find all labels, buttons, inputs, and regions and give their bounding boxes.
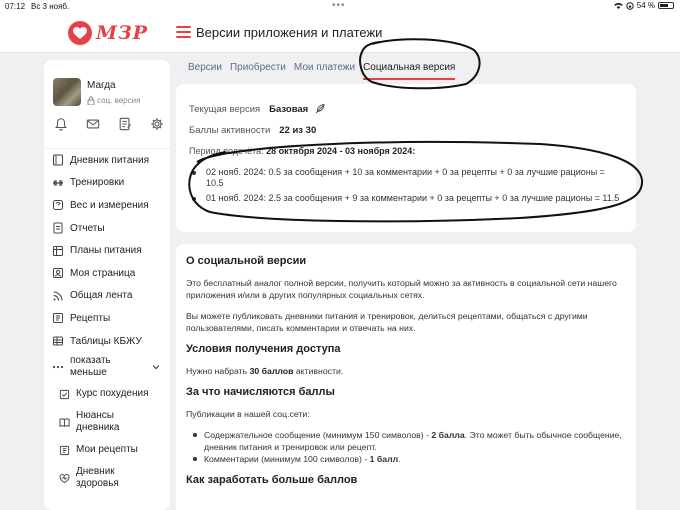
bell-icon[interactable] bbox=[54, 117, 68, 131]
page-title: Версии приложения и платежи bbox=[196, 25, 383, 40]
sidebar-item-reports[interactable] bbox=[44, 217, 170, 240]
status-bar bbox=[0, 0, 680, 13]
points-title: За что начисляются баллы bbox=[186, 386, 335, 398]
feather-icon[interactable] bbox=[314, 103, 326, 115]
history-item: 01 нояб. 2024: 2.5 за сообщения + 9 за комментарии + 0 за рецепты + 0 за лучшие рационы = 11.5 bbox=[192, 193, 622, 204]
app-header bbox=[0, 13, 680, 53]
current-version-label: Текущая версия bbox=[189, 103, 261, 115]
recipes-icon bbox=[52, 312, 64, 324]
period-line bbox=[189, 146, 415, 156]
current-version-value: Базовая bbox=[269, 103, 309, 115]
history-item: 02 нояб. 2024: 0.5 за сообщения + 10 за комментарии + 0 за рецепты + 0 за лучшие рационы = 10.5 bbox=[192, 167, 622, 189]
tab-my-payments[interactable]: Мои платежи bbox=[293, 62, 356, 73]
sidebar-item-nutrition-tables[interactable] bbox=[44, 330, 170, 353]
scale-icon bbox=[52, 199, 64, 211]
sidebar-item-health-diary[interactable] bbox=[44, 462, 170, 494]
status-date: Вс 3 нояб. bbox=[31, 2, 70, 11]
sidebar-item-label: Общая лента bbox=[70, 290, 133, 302]
points-rule-item: Комментарии (минимум 100 символов) - 1 балл. bbox=[186, 453, 626, 465]
tabs bbox=[188, 62, 455, 80]
sidebar-item-label: Таблицы КБЖУ bbox=[70, 335, 142, 347]
my-page-icon bbox=[52, 267, 64, 279]
food-diary-icon bbox=[52, 154, 64, 166]
sidebar-item-feed[interactable] bbox=[44, 285, 170, 308]
sidebar bbox=[44, 60, 170, 510]
sidebar-item-label: Вес и измерения bbox=[70, 199, 149, 211]
tab-purchase[interactable]: Приобрести bbox=[229, 62, 286, 73]
hamburger-menu-icon[interactable] bbox=[176, 26, 191, 38]
conditions-text: Нужно набрать 30 баллов активности. bbox=[186, 366, 344, 376]
sidebar-item-label: Дневник питания bbox=[70, 154, 149, 166]
activity-points-row bbox=[189, 125, 316, 136]
period-label: Период подсчёта: bbox=[189, 146, 264, 156]
sidebar-item-label: Курс похудения bbox=[76, 388, 149, 400]
sidebar-item-food-diary[interactable] bbox=[44, 149, 170, 172]
meal-plan-icon bbox=[52, 245, 64, 257]
quick-actions bbox=[54, 117, 164, 131]
status-time: 07:12 bbox=[5, 2, 26, 11]
version-card bbox=[176, 84, 636, 232]
my-recipes-icon bbox=[59, 445, 70, 456]
social-version-info-card bbox=[176, 244, 636, 510]
about-title: О социальной версии bbox=[186, 255, 307, 267]
sidebar-item-meal-plans[interactable] bbox=[44, 239, 170, 262]
activity-points-value: 22 из 30 bbox=[279, 125, 317, 136]
battery-icon bbox=[658, 2, 674, 9]
about-paragraph-1: Это бесплатный аналог полной версии, получить который можно за активность в социальной сети нашего приложения и/или в других популярных социальных сетях. bbox=[186, 278, 617, 300]
profile-name[interactable]: Магда bbox=[87, 80, 116, 91]
period-value: 28 октября 2024 - 03 ноября 2024: bbox=[266, 146, 416, 156]
sidebar-item-label: Рецепты bbox=[70, 312, 111, 324]
show-less-label: показать меньше bbox=[70, 355, 111, 379]
lock-rotation-icon bbox=[626, 2, 634, 10]
chevron-down-icon bbox=[152, 364, 160, 370]
conditions-title: Условия получения доступа bbox=[186, 343, 341, 355]
book-icon bbox=[59, 417, 70, 428]
lock-icon bbox=[87, 96, 95, 105]
sidebar-nav bbox=[44, 148, 170, 494]
dumbbell-icon bbox=[52, 177, 64, 189]
sidebar-item-diary-nuances[interactable] bbox=[44, 406, 170, 438]
sidebar-item-my-recipes[interactable] bbox=[44, 438, 170, 462]
earn-more-title: Как заработать больше баллов bbox=[186, 474, 358, 486]
table-icon bbox=[52, 335, 64, 347]
app-logo[interactable] bbox=[68, 21, 148, 45]
points-rules-list bbox=[186, 429, 626, 465]
profile-status bbox=[87, 96, 140, 105]
notes-icon[interactable] bbox=[118, 117, 132, 131]
sidebar-item-workouts[interactable] bbox=[44, 172, 170, 195]
sidebar-item-weight-loss-course[interactable] bbox=[44, 382, 170, 406]
profile-status-text: соц. версия bbox=[97, 96, 141, 105]
feed-icon bbox=[52, 290, 64, 302]
sidebar-item-label: Тренировки bbox=[70, 177, 125, 189]
sidebar-show-less-toggle[interactable] bbox=[44, 352, 170, 382]
points-intro: Публикации в нашей соц.сети: bbox=[186, 409, 310, 419]
heart-pulse-icon bbox=[59, 473, 70, 484]
course-icon bbox=[59, 389, 70, 400]
profile-block bbox=[44, 60, 170, 140]
sidebar-item-my-page[interactable] bbox=[44, 262, 170, 285]
points-rule-item: Содержательное сообщение (минимум 150 символов) - 2 балла. Это может быть обычное сообщение, дневник питания и тренировок или рецепт. bbox=[186, 429, 626, 453]
sidebar-item-label: Мои рецепты bbox=[76, 444, 138, 456]
reports-icon bbox=[52, 222, 64, 234]
points-history bbox=[192, 167, 622, 208]
about-paragraph-2: Вы можете публиковать дневники питания и тренировок, делиться рецептами, общаться с другими пользователями, писать комментарии и отвечать на них. bbox=[186, 311, 588, 333]
more-dots-icon bbox=[52, 361, 64, 373]
multitask-dots-icon[interactable]: ••• bbox=[332, 0, 346, 11]
sidebar-item-label: Планы питания bbox=[70, 245, 142, 257]
battery-percent: 54 % bbox=[636, 1, 655, 10]
avatar[interactable] bbox=[53, 78, 81, 106]
sidebar-item-label: Дневник здоровья bbox=[76, 466, 119, 490]
heart-logo-icon bbox=[68, 21, 92, 45]
sidebar-item-label: Отчеты bbox=[70, 222, 105, 234]
sidebar-item-label: Нюансы дневника bbox=[76, 410, 120, 434]
tab-social-version[interactable]: Социальная версия bbox=[363, 62, 455, 80]
logo-text: МЗР bbox=[96, 22, 149, 44]
status-indicators bbox=[614, 1, 674, 10]
wifi-icon bbox=[614, 2, 623, 9]
sidebar-item-label: Моя страница bbox=[70, 267, 136, 279]
current-version-row bbox=[189, 103, 326, 115]
sidebar-item-recipes[interactable] bbox=[44, 307, 170, 330]
mail-icon[interactable] bbox=[86, 117, 100, 131]
sidebar-item-weight[interactable] bbox=[44, 194, 170, 217]
tab-versions[interactable]: Версии bbox=[188, 62, 222, 73]
gear-icon[interactable] bbox=[150, 117, 164, 131]
activity-points-label: Баллы активности bbox=[189, 125, 271, 136]
